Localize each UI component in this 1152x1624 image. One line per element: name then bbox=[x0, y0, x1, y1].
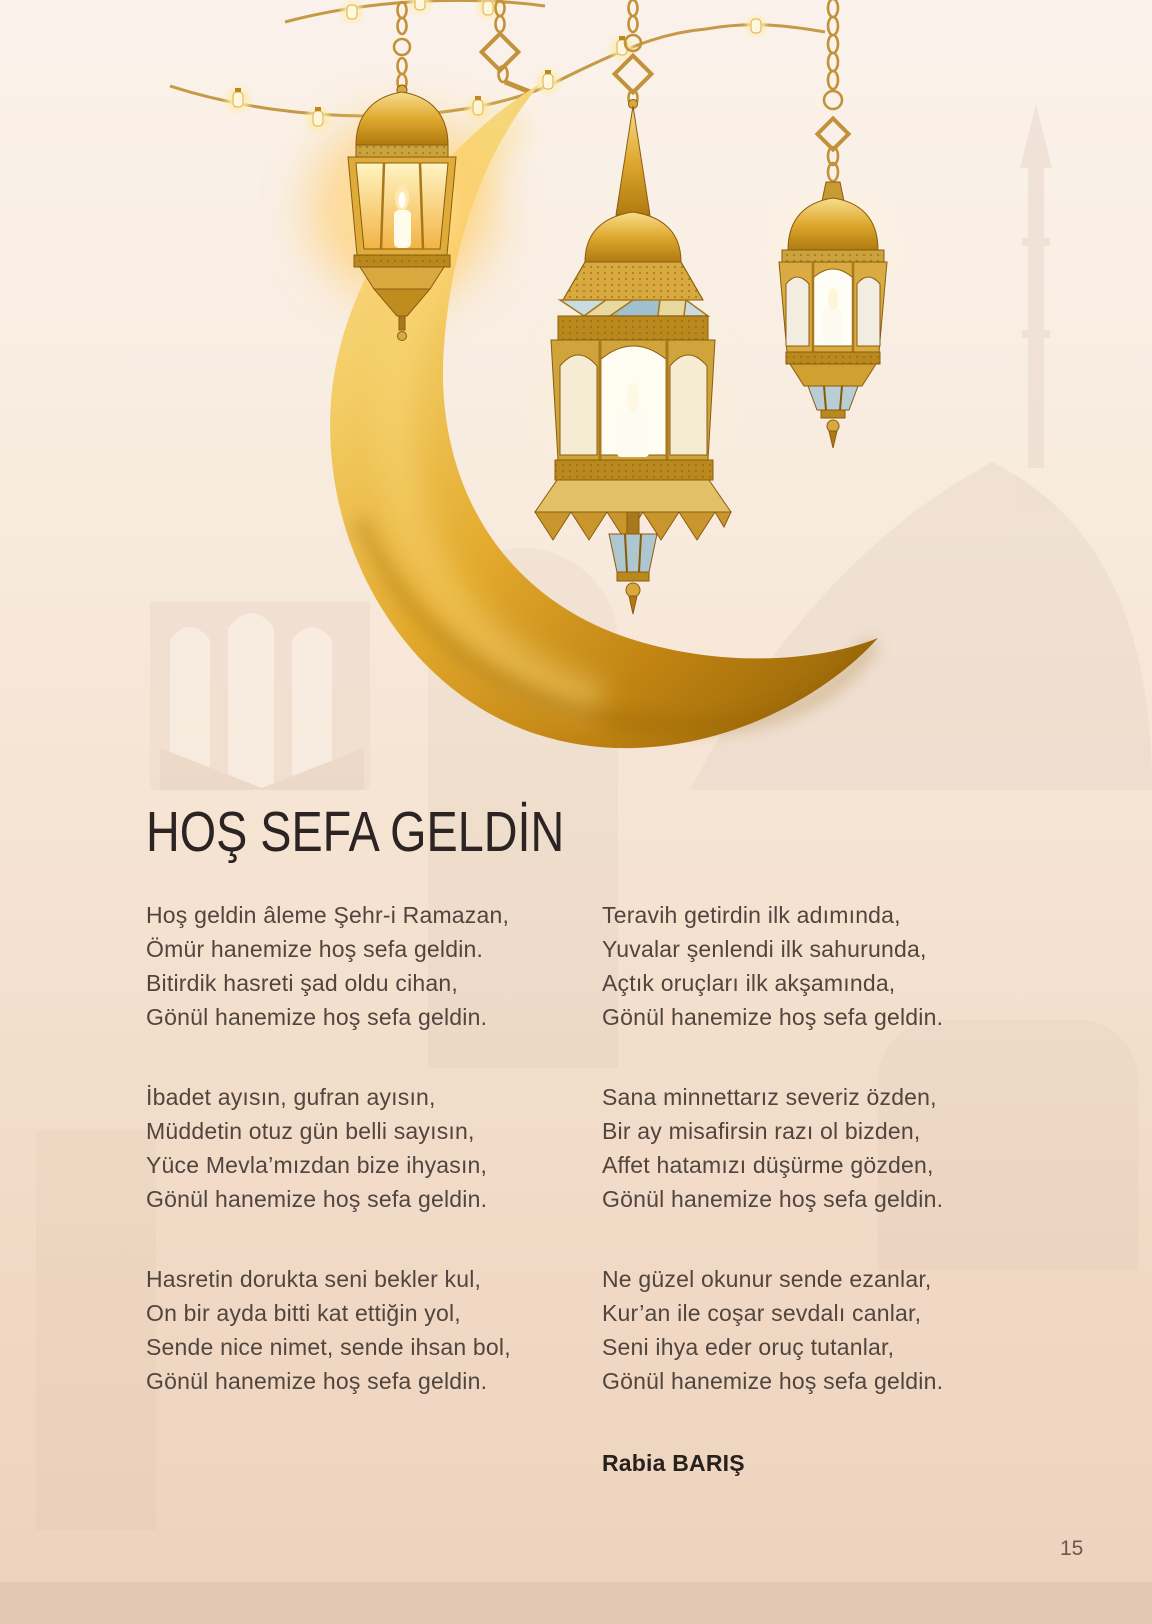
ramadan-lantern-icon bbox=[535, 100, 731, 615]
author-name: Rabia BARIŞ bbox=[602, 1450, 745, 1476]
poem-line: Sana minnettarız severiz özden, bbox=[602, 1084, 937, 1110]
poem-line: Gönül hanemize hoş sefa geldin. bbox=[146, 1186, 488, 1212]
poem-line: Seni ihya eder oruç tutanlar, bbox=[602, 1334, 895, 1360]
background-watermark bbox=[36, 1130, 156, 1530]
poem-line: Hasretin dorukta seni bekler kul, bbox=[146, 1266, 482, 1292]
poem-line: Ömür hanemize hoş sefa geldin. bbox=[146, 936, 484, 962]
poem-line: Kur’an ile coşar sevdalı canlar, bbox=[602, 1300, 922, 1326]
poem-line: Ne güzel okunur sende ezanlar, bbox=[602, 1266, 932, 1292]
poem-stanza bbox=[146, 898, 596, 1034]
ramadan-lantern-icon bbox=[779, 182, 887, 448]
poem-line: Yuvalar şenlendi ilk sahurunda, bbox=[602, 936, 927, 962]
poem-column-left bbox=[146, 898, 596, 1444]
footer-strip bbox=[0, 1582, 1152, 1624]
poem-line: Gönül hanemize hoş sefa geldin. bbox=[602, 1368, 944, 1394]
stanza-group bbox=[602, 898, 1052, 1398]
poem-line: Gönül hanemize hoş sefa geldin. bbox=[602, 1186, 944, 1212]
poem-line: İbadet ayısın, gufran ayısın, bbox=[146, 1084, 436, 1110]
poem-stanza bbox=[146, 1262, 596, 1398]
poem-stanza bbox=[602, 1080, 1052, 1216]
poem-line: Sende nice nimet, sende ihsan bol, bbox=[146, 1334, 511, 1360]
poem-line: On bir ayda bitti kat ettiğin yol, bbox=[146, 1300, 461, 1326]
poem-stanza bbox=[146, 1080, 596, 1216]
poem-line: Müddetin otuz gün belli sayısın, bbox=[146, 1118, 475, 1144]
poem-line: Affet hatamızı düşürme gözden, bbox=[602, 1152, 934, 1178]
ramadan-illustration bbox=[0, 0, 1152, 790]
poem-stanza bbox=[602, 1262, 1052, 1398]
mosque-silhouette bbox=[150, 602, 370, 790]
poem-line: Hoş geldin âleme Şehr-i Ramazan, bbox=[146, 902, 510, 928]
page-title: HOŞ SEFA GELDİN bbox=[146, 800, 565, 864]
poem-stanza bbox=[602, 898, 1052, 1034]
poem-column-right bbox=[602, 898, 1052, 1480]
poem-line: Gönül hanemize hoş sefa geldin. bbox=[602, 1004, 944, 1030]
poem-line: Gönül hanemize hoş sefa geldin. bbox=[146, 1004, 488, 1030]
stanza-group bbox=[146, 898, 596, 1398]
poem-line: Yüce Mevla’mızdan bize ihyasın, bbox=[146, 1152, 488, 1178]
poem-line: Bitirdik hasreti şad oldu cihan, bbox=[146, 970, 458, 996]
poem-line: Bir ay misafirsin razı ol bizden, bbox=[602, 1118, 921, 1144]
poem-line: Teravih getirdin ilk adımında, bbox=[602, 902, 901, 928]
poem-line: Gönül hanemize hoş sefa geldin. bbox=[146, 1368, 488, 1394]
poem-line: Açtık oruçları ilk akşamında, bbox=[602, 970, 896, 996]
page-number: 15 bbox=[1060, 1537, 1084, 1560]
